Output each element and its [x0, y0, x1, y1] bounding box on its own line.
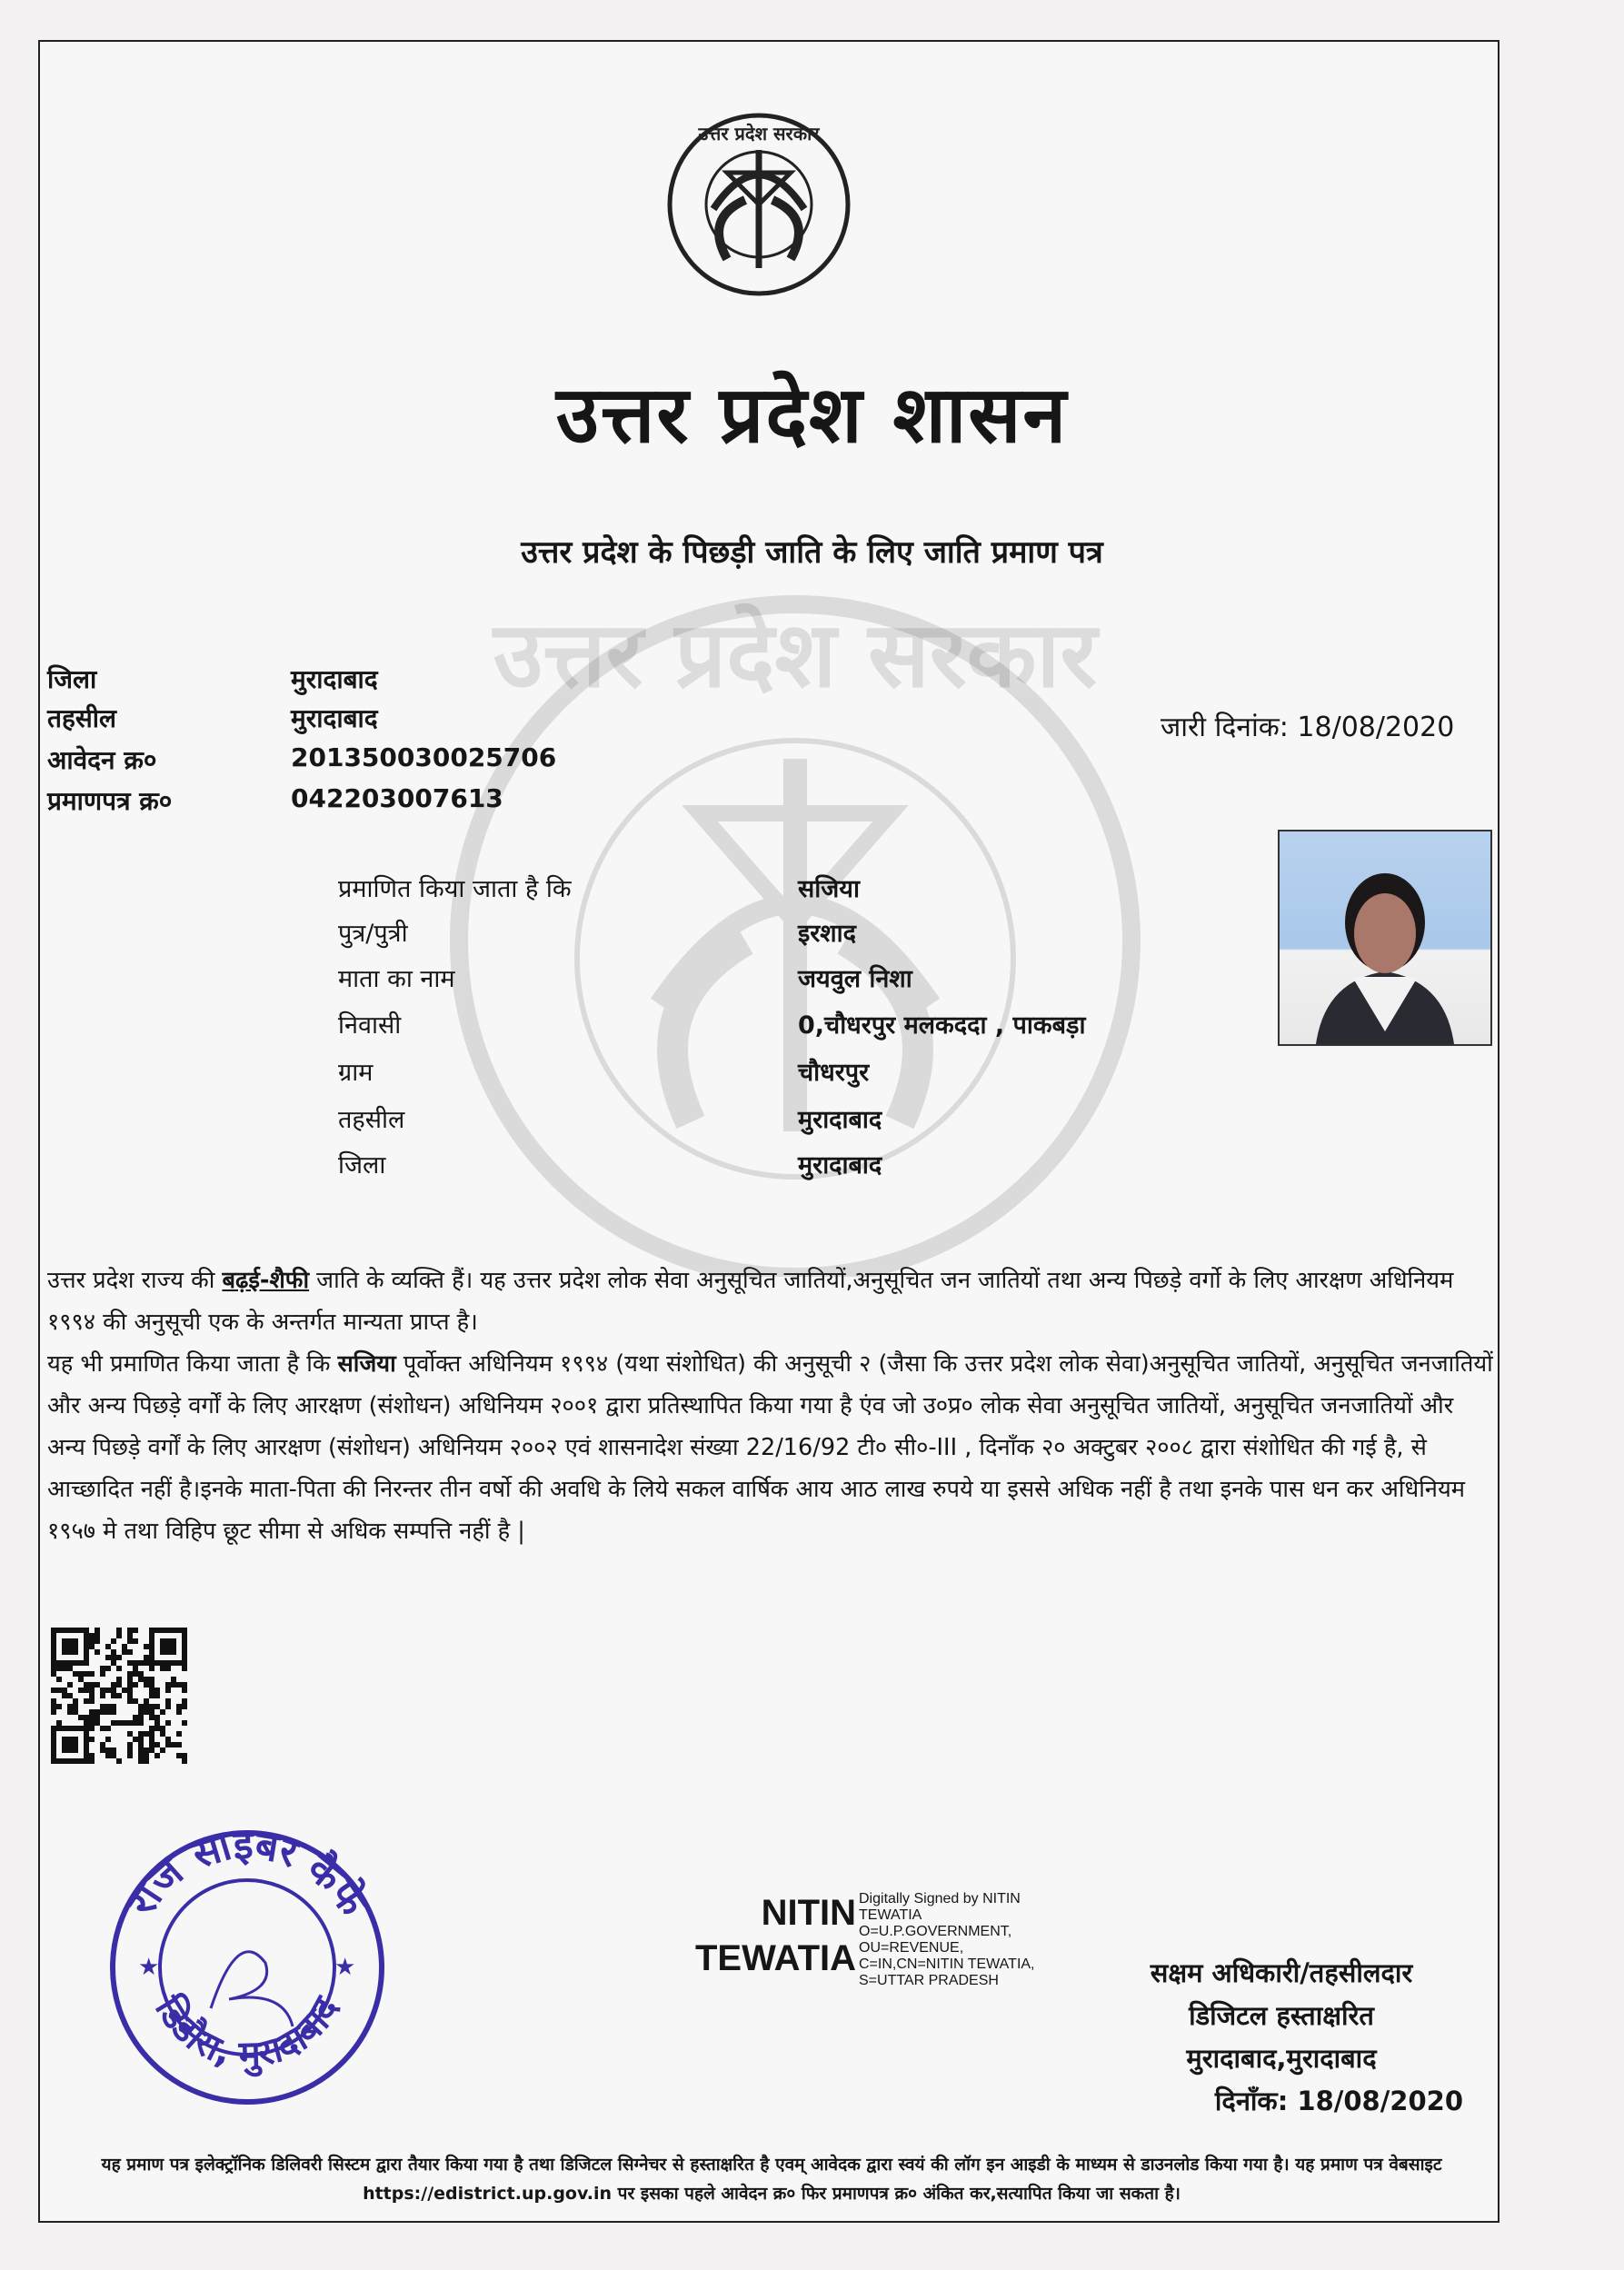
- issue-date: जारी दिनांक: 18/08/2020: [1161, 712, 1455, 743]
- certificate-no-value: 042203007613: [291, 783, 503, 813]
- applicant-photo: [1278, 830, 1492, 1046]
- detail-label-village: ग्राम: [338, 1059, 374, 1087]
- detail-label-certified: प्रमाणित किया जाता है कि: [338, 875, 572, 903]
- authority-block: [1072, 1952, 1490, 2123]
- district-label: जिला: [47, 664, 97, 694]
- authority-digital-signed: डिजिटल हस्ताक्षरित: [1189, 2000, 1374, 2031]
- body-text-span: यह भी प्रमाणित किया जाता है कि: [47, 1350, 338, 1378]
- body-text-span: पूर्वोक्त अधिनियम १९९४ (यथा संशोधित) की अनुसूची २ (जैसा कि उत्तर प्रदेश लोक सेवा)अनुसूचित जातियों, अनुसूचित जनजातियों और अन्य पिछड़े वर्गों के लिए आरक्षण (संशोधन) अधिनियम २००१ द्वारा प्रतिस्थापित किया गया है एंव जो उ०प्र० लोक सेवा अनुसूचित जातियों, अनुसूचित जनजातियों और अन्य पिछड़े वर्गों के लिए आरक्षण (संशोधन) अधिनियम २००२ एवं शासनादेश संख्या 22/16/92 टी० सी०-III , दिनाँक २० अक्टुबर २००८ द्वारा संशोधित की गई है, से आच्छादित नहीं है।इनके माता-पिता की निरन्तर तीन वर्षो की अवधि के लिये सकल वार्षिक आय आठ लाख रुपये या इससे अधिक नहीं है तथा इनके पास धन कर अधिनियम १९५७ मे तथा विहिप छूट सीमा से अधिक सम्पत्ति नहीं है |: [47, 1350, 1493, 1545]
- application-no-value: 201350030025706: [291, 742, 557, 772]
- detail-label-resident: निवासी: [338, 1011, 402, 1040]
- resident-address: 0,चौधरपुर मलकददा , पाकबड़ा: [798, 1011, 1086, 1040]
- certificate-body: [47, 1259, 1496, 1552]
- body-text-span: जाति के व्यक्ति हैं। यह उत्तर प्रदेश लोक सेवा अनुसूचित जातियों,अनुसूचित जन जातियों तथा अन्य पिछड़े वर्गो के लिए आरक्षण अधिनियम १९९४ की अनुसूची एक के अन्तर्गत मान्यता प्राप्त है।: [47, 1267, 1454, 1336]
- body-paragraph-2: [47, 1343, 1496, 1552]
- svg-text:★: ★: [334, 1954, 356, 1981]
- signer-name-line2: TEWATIA: [694, 1938, 856, 1978]
- footer-note: यह प्रमाण पत्र इलेक्ट्रॉनिक डिलिवरी सिस्टम द्वारा तैयार किया गया है तथा डिजिटल सिग्नेचर से हस्ताक्षरित है एवम् आवेदक द्वारा स्वयं की लॉग इन आइडी के माध्यम से डाउनलोड किया गया है। यह प्रमाण पत्र वेबसाइट https://edistrict.up.gov.in पर इसका पहले आवेदन क्र० फिर प्रमाणपत्र क्र० अंकित कर,सत्यापित किया जा सकता है।: [101, 2155, 1442, 2204]
- caste-name: बढ़ई-शैफी: [222, 1267, 310, 1294]
- svg-text:उत्तर प्रदेश सरकार: उत्तर प्रदेश सरकार: [698, 123, 820, 144]
- father-name: इरशाद: [798, 920, 856, 948]
- applicant-name: सजिया: [798, 875, 860, 903]
- svg-text:उत्तर प्रदेश सरकार: उत्तर प्रदेश सरकार: [493, 602, 1098, 708]
- authority-title: सक्षम अधिकारी/तहसीलदार: [1150, 1957, 1413, 1988]
- authority-date: दिनाँक: 18/08/2020: [1214, 2086, 1463, 2116]
- certificate-subtitle: उत्तर प्रदेश के पिछड़ी जाति के लिए जाति प्रमाण पत्र: [521, 534, 1103, 571]
- body-applicant-name: सजिया: [337, 1350, 396, 1378]
- signer-name: [645, 1890, 856, 1981]
- qr-code: [51, 1628, 187, 1764]
- village-value: चौधरपुर: [798, 1059, 870, 1087]
- detail-label-mother: माता का नाम: [338, 965, 455, 993]
- body-text-span: उत्तर प्रदेश राज्य की: [47, 1267, 223, 1294]
- signer-name-line1: NITIN: [761, 1893, 856, 1933]
- svg-text:डिडौरा, मुरादाबाद: डिडौरा, मुरादाबाद: [146, 1989, 348, 2076]
- detail-label-tehsil: तहसील: [338, 1106, 405, 1134]
- cafe-stamp: [102, 1822, 393, 2113]
- body-paragraph-1: [47, 1259, 1496, 1343]
- svg-text:राज साइबर कैफे: राज साइबर कैफे: [118, 1822, 376, 1925]
- watermark-emblem: [400, 568, 1191, 1277]
- detail-label-parent: पुत्र/पुत्री: [338, 920, 408, 948]
- state-emblem-icon: [663, 100, 854, 309]
- district-value: मुरादाबाद: [291, 664, 378, 694]
- authority-location: मुरादाबाद,मुरादाबाद: [1186, 2043, 1377, 2074]
- svg-text:★: ★: [138, 1954, 160, 1981]
- detail-district-value: मुरादाबाद: [798, 1151, 882, 1180]
- mother-name: जयवुल निशा: [798, 965, 912, 993]
- signature-details: Digitally Signed by NITIN TEWATIA O=U.P.GOVERNMENT, OU=REVENUE, C=IN,CN=NITIN TEWATIA, S=UTTAR PRADESH: [859, 1891, 1035, 1988]
- tehsil-label: तहसील: [47, 703, 116, 733]
- detail-label-district: जिला: [338, 1151, 386, 1180]
- tehsil-value: मुरादाबाद: [291, 703, 378, 733]
- application-no-label: आवेदन क्र०: [47, 745, 157, 775]
- page-title: उत्तर प्रदेश शासन: [555, 370, 1069, 461]
- detail-tehsil-value: मुरादाबाद: [798, 1106, 882, 1134]
- certificate-no-label: प्रमाणपत्र क्र०: [47, 786, 173, 816]
